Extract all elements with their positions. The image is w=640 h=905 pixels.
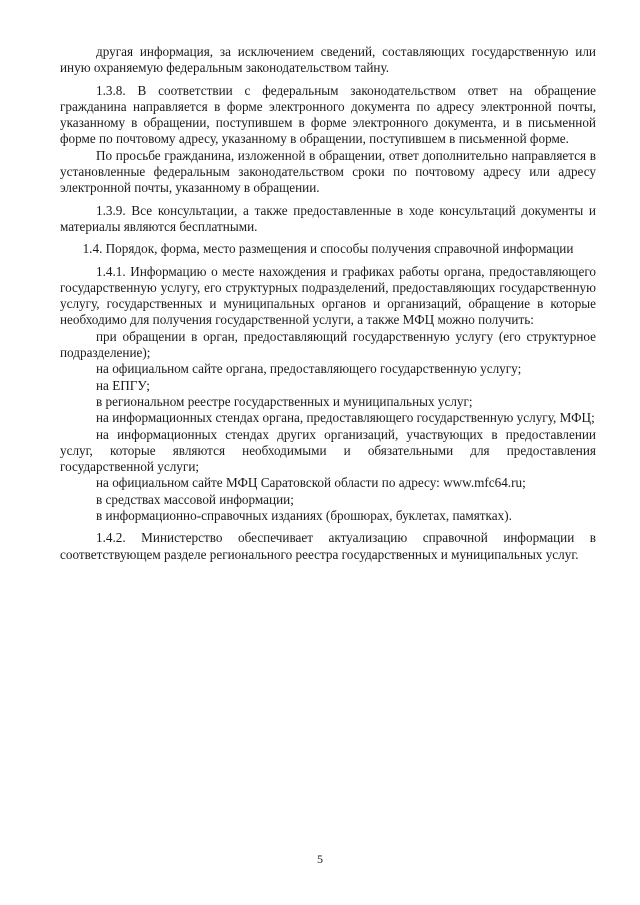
list-item-official-site: на официальном сайте органа, предоставляющего государственную услугу;: [96, 361, 522, 377]
list-item-organ: при обращении в орган, предоставляющий государственную услугу (его структурное подразделение);: [60, 328, 596, 361]
paragraph-1-3-8: 1.3.8. В соответствии с федеральным законодательством ответ на обращение гражданина направляется в форме электронного документа по адресу электронной почты, указанному в обращении, поступившем в форме электронного документа, и в письменной форме по почтовому адресу, указанному в обращении, поступившем в письменной форме.: [60, 82, 596, 147]
paragraph-1-4-2: 1.4.2. Министерство обеспечивает актуализацию справочной информации в соответствующем разделе регионального реестра государственных и муниципальных услуг.: [60, 530, 596, 562]
paragraph-1-3-9: 1.3.9. Все консультации, а также предоставленные в ходе консультаций документы и материалы являются бесплатными.: [60, 202, 596, 234]
list-item-epgu: на ЕПГУ;: [96, 377, 150, 393]
section-heading-1-4: 1.4. Порядок, форма, место размещения и способы получения справочной информации: [82, 241, 574, 257]
paragraph-citizen-request: По просьбе гражданина, изложенной в обращении, ответ дополнительно направляется в установленные федеральным законодательством сроки по почтовому адресу или адресу электронной почты, указанному в обращении.: [60, 147, 596, 196]
list-item-info-stands-organ: на информационных стендах органа, предоставляющего государственную услугу, МФЦ;: [96, 410, 595, 426]
list-item-mfc-site: на официальном сайте МФЦ Саратовской области по адресу: www.mfc64.ru;: [96, 475, 526, 491]
paragraph-1-4-1: 1.4.1. Информацию о месте нахождения и графиках работы органа, предоставляющего государственную услугу, его структурных подразделений, предоставляющих государственную услугу, государственных и муниципальных органов и организаций, обращение в которые необходимо для получения государственной услуги, а также МФЦ можно получить:: [60, 263, 596, 328]
list-item-info-stands-others: на информационных стендах других организаций, участвующих в предоставлении услуг, которые являются необходимыми и обязательными для предоставления государственной услуги;: [60, 426, 596, 475]
document-page: [60, 44, 596, 563]
paragraph-other-information: другая информация, за исключением сведений, составляющих государственную или иную охраняемую федеральным законодательством тайну.: [60, 44, 596, 76]
list-item-reference-publications: в информационно-справочных изданиях (брошюрах, буклетах, памятках).: [96, 508, 512, 524]
list-item-mass-media: в средствах массовой информации;: [96, 491, 294, 507]
list-item-regional-registry: в региональном реестре государственных и муниципальных услуг;: [96, 393, 473, 409]
page-number: 5: [317, 852, 323, 866]
